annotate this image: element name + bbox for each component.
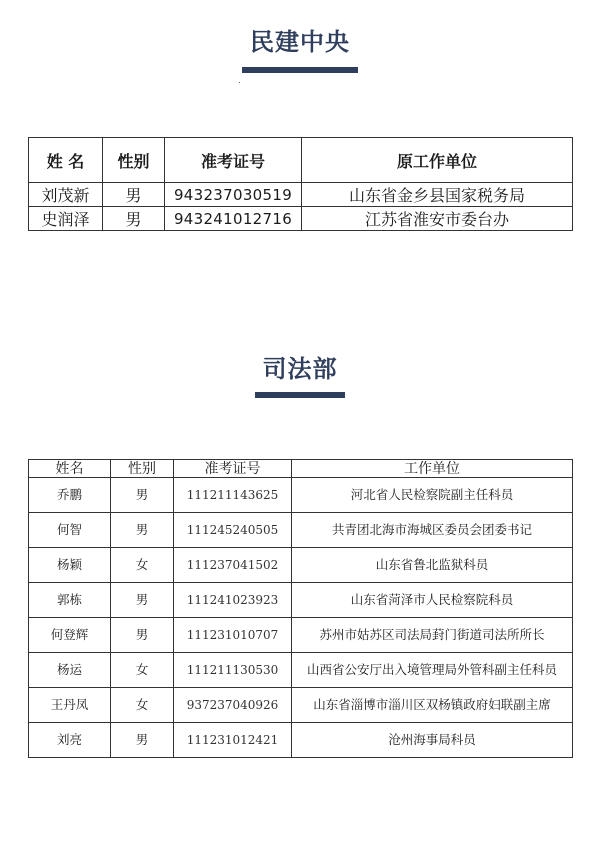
cell-unit: 江苏省淮安市委台办	[302, 207, 573, 231]
table-row	[29, 653, 573, 688]
cell-exam-id: 943237030519	[165, 183, 302, 207]
cell-unit: 沧州海事局科员	[292, 723, 573, 758]
cell-exam-id: 943241012716	[165, 207, 302, 231]
title-underline	[242, 67, 358, 73]
cell-name: 刘茂新	[29, 183, 103, 207]
cell-unit: 山东省鲁北监狱科员	[292, 548, 573, 583]
header-unit: 原工作单位	[302, 138, 573, 183]
cell-exam-id: 111241023923	[174, 583, 292, 618]
table-header-row	[29, 138, 573, 183]
cell-name: 刘亮	[29, 723, 111, 758]
table-row	[29, 548, 573, 583]
cell-name: 何登辉	[29, 618, 111, 653]
cell-gender: 男	[111, 723, 174, 758]
cell-name: 王丹凤	[29, 688, 111, 723]
cell-gender: 男	[103, 207, 165, 231]
cell-exam-id: 111211130530	[174, 653, 292, 688]
cell-name: 郭栋	[29, 583, 111, 618]
cell-exam-id: 111231012421	[174, 723, 292, 758]
cell-name: 乔鹏	[29, 478, 111, 513]
cell-unit: 山东省金乡县国家税务局	[302, 183, 573, 207]
table-row	[29, 207, 573, 231]
cell-gender: 男	[111, 618, 174, 653]
table-row	[29, 583, 573, 618]
cell-unit: 山东省淄博市淄川区双杨镇政府妇联副主席	[292, 688, 573, 723]
header-name: 姓名	[29, 460, 111, 478]
section-title-minjian: 民建中央	[250, 28, 350, 56]
cell-unit: 共青团北海市海城区委员会团委书记	[292, 513, 573, 548]
decorative-dot	[239, 82, 240, 83]
table-row	[29, 723, 573, 758]
cell-gender: 男	[111, 478, 174, 513]
sifabu-table	[28, 459, 573, 758]
section-title-sifabu: 司法部	[262, 355, 338, 383]
table-header-row	[29, 460, 573, 478]
table-row	[29, 478, 573, 513]
cell-gender: 男	[103, 183, 165, 207]
table-row	[29, 183, 573, 207]
cell-gender: 男	[111, 583, 174, 618]
cell-unit: 苏州市姑苏区司法局葑门街道司法所所长	[292, 618, 573, 653]
cell-gender: 女	[111, 688, 174, 723]
cell-exam-id: 111245240505	[174, 513, 292, 548]
table-row	[29, 618, 573, 653]
cell-name: 何智	[29, 513, 111, 548]
cell-gender: 女	[111, 653, 174, 688]
cell-unit: 河北省人民检察院副主任科员	[292, 478, 573, 513]
cell-exam-id: 111211143625	[174, 478, 292, 513]
cell-exam-id: 111237041502	[174, 548, 292, 583]
minjian-table	[28, 137, 573, 231]
header-gender: 性别	[111, 460, 174, 478]
cell-gender: 女	[111, 548, 174, 583]
table-row	[29, 688, 573, 723]
header-exam-id: 准考证号	[165, 138, 302, 183]
cell-unit: 山西省公安厅出入境管理局外管科副主任科员	[292, 653, 573, 688]
table-row	[29, 513, 573, 548]
header-unit: 工作单位	[292, 460, 573, 478]
cell-name: 杨颖	[29, 548, 111, 583]
header-exam-id: 准考证号	[174, 460, 292, 478]
header-gender: 性别	[103, 138, 165, 183]
cell-name: 杨运	[29, 653, 111, 688]
cell-gender: 男	[111, 513, 174, 548]
cell-exam-id: 937237040926	[174, 688, 292, 723]
header-name: 姓 名	[29, 138, 103, 183]
title-underline	[255, 392, 345, 398]
cell-unit: 山东省菏泽市人民检察院科员	[292, 583, 573, 618]
cell-name: 史润泽	[29, 207, 103, 231]
cell-exam-id: 111231010707	[174, 618, 292, 653]
